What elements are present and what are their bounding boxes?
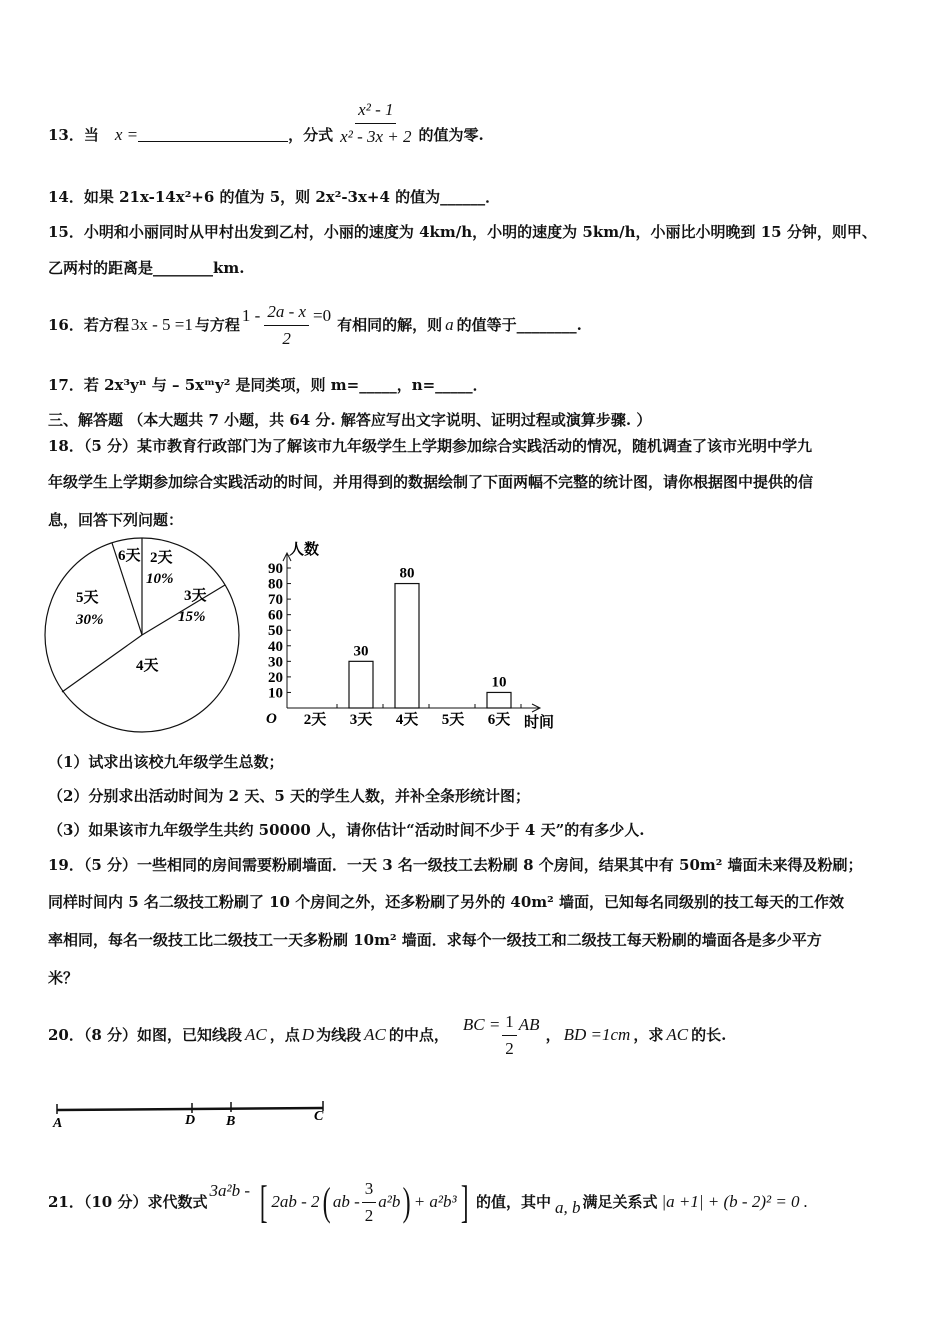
q21-expr5: + a²b³ [413, 1192, 457, 1211]
question-18-sub2: （2）分别求出活动时间为 2 天、5 天的学生人数，并补全条形统计图； [48, 787, 530, 805]
right-paren: ) [403, 1179, 412, 1224]
y-tick-label: 70 [268, 592, 283, 609]
bar [487, 692, 511, 708]
pie-label: 5天 [76, 590, 99, 606]
q21-expr1: 3a²b - [209, 1181, 250, 1200]
q21-mid: 的值，其中 [475, 1193, 551, 1211]
question-18-sub3: （3）如果该市九年级学生共约 50000 人，请你估计“活动时间不少于 4 天”的有多少人. [48, 821, 645, 839]
question-15-line2: 乙两村的距离是________km. [48, 259, 245, 277]
q20-fraction [502, 1012, 517, 1059]
point-label-c: C [314, 1109, 324, 1124]
q20-mid1: ，点 [269, 1026, 300, 1044]
q20-ac3: AC [666, 1025, 689, 1044]
bar-value-label: 30 [353, 643, 369, 660]
q21-cond: |a +1| + (b - 2)² = 0 . [661, 1192, 809, 1211]
q20-denominator: 2 [505, 1038, 514, 1058]
pie-chart [40, 535, 245, 735]
q21-ab: a, b [554, 1198, 581, 1217]
y-tick-label: 80 [268, 576, 283, 593]
section-3-heading: 三、解答题 （本大题共 7 小题，共 64 分. 解答应写出文字说明、证明过程或演算步骤. ） [48, 411, 652, 429]
bar [395, 584, 419, 708]
origin-label: O [266, 711, 277, 727]
q16-suffix: 的值等于________. [456, 316, 582, 334]
pie-label: 15% [178, 609, 206, 625]
q21-expr3: ab - [332, 1192, 360, 1211]
bar-value-label: 80 [399, 565, 415, 582]
x-tick-label: 3天 [349, 712, 373, 728]
q16-var: a [445, 315, 454, 334]
q16-eq0: =0 [313, 306, 332, 325]
question-18-line3: 息，回答下列问题： [48, 511, 184, 529]
bar [349, 661, 373, 708]
question-16 [48, 300, 582, 350]
x-tick-label: 4天 [395, 712, 419, 728]
question-18-line1: 18．（5 分）某市教育行政部门为了解该市九年级学生上学期参加综合实践活动的情况，随机调查了该市光明中学九 [48, 437, 813, 455]
point-label-a: A [53, 1116, 63, 1130]
q13-blank [138, 127, 288, 142]
q16-numerator: 2a - x [264, 302, 309, 326]
right-bracket: ] [460, 1176, 469, 1227]
q13-var: x = [114, 124, 139, 144]
q20-bd: BD =1cm [563, 1025, 631, 1044]
q21-prefix: 21．（10 分）求代数式 [48, 1193, 208, 1211]
q16-one: 1 - [241, 306, 261, 325]
question-21 [48, 1172, 808, 1232]
bar-value-label: 10 [491, 674, 507, 691]
q20-suffix: 的长. [691, 1026, 727, 1044]
pie-label: 6天 [118, 548, 141, 564]
question-18-sub1: （1）试求出该校九年级学生总数； [48, 753, 284, 771]
pie-label: 2天 [150, 550, 173, 566]
y-tick-label: 50 [268, 623, 283, 640]
y-tick-label: 60 [268, 607, 283, 624]
q21-mid2: 满足关系式 [582, 1193, 658, 1211]
q13-denominator: x² - 3x + 2 [340, 127, 412, 146]
pie-divider [62, 635, 142, 692]
q16-mid2: 有相同的解，则 [337, 316, 443, 334]
q20-mid5: ，求 [633, 1026, 664, 1044]
question-14: 14．如果 21x-14x²+6 的值为 5，则 2x²-3x+4 的值为______． [48, 188, 501, 206]
q20-mid2: 为线段 [316, 1026, 362, 1044]
q16-denominator: 2 [282, 328, 291, 348]
y-tick-label: 20 [268, 669, 283, 686]
y-tick-label: 90 [268, 561, 283, 577]
left-paren: ( [322, 1179, 331, 1224]
q20-ac2: AC [364, 1025, 386, 1044]
q21-denominator: 2 [364, 1205, 374, 1225]
q13-numerator: x² - 1 [355, 100, 396, 124]
q21-fraction [362, 1179, 377, 1226]
y-tick-label: 10 [268, 685, 283, 702]
question-19-line2: 同样时间内 5 名二级技工粉刷了 10 个房间之外，还多粉刷了另外的 40m² 墙面，已知每名同级别的技工每天的工作效 [48, 893, 844, 911]
y-tick-label: 40 [268, 638, 283, 655]
q13-fraction [337, 100, 414, 147]
q20-ab: AB [518, 1015, 540, 1034]
q20-bc: BC = [462, 1015, 501, 1034]
q21-expr4: a²b [378, 1192, 401, 1211]
question-17: 17．若 2x³yⁿ 与 – 5xᵐy² 是同类项，则 m=_____，n=_____． [48, 376, 488, 394]
x-tick-label: 6天 [487, 712, 511, 728]
q13-prefix: 13．当 [48, 125, 99, 144]
question-19-line1: 19．（5 分）一些相同的房间需要粉刷墙面．一天 3 名一级技工去粉刷 8 个房间，结果其中有 50m² 墙面未来得及粉刷； [48, 856, 863, 874]
q20-ac: AC [245, 1025, 267, 1044]
q16-prefix: 16．若方程 [48, 316, 129, 334]
question-20 [48, 1008, 726, 1062]
q16-fraction [264, 302, 309, 349]
q21-expr2: 2ab - 2 [271, 1192, 320, 1211]
point-label-b: B [226, 1114, 236, 1129]
question-19-line4: 米？ [48, 969, 79, 987]
question-15-line1: 15．小明和小丽同时从甲村出发到乙村，小丽的速度为 4km/h，小明的速度为 5km/h，小丽比小明晚到 15 分钟，则甲、 [48, 223, 877, 241]
q20-prefix: 20．（8 分）如图，已知线段 [48, 1026, 243, 1044]
segment-line [57, 1108, 323, 1110]
question-18-line2: 年级学生上学期参加综合实践活动的时间，并用得到的数据绘制了下面两幅不完整的统计图，请你根据图中提供的信 [48, 473, 814, 491]
question-13 [48, 100, 484, 147]
pie-label: 10% [146, 571, 174, 587]
q16-eq1: 3x - 5 =1 [130, 315, 193, 334]
pie-label: 3天 [184, 588, 207, 604]
bar-chart [250, 535, 560, 735]
pie-label: 30% [76, 612, 104, 628]
point-label-d: D [185, 1113, 196, 1128]
y-axis-label: 人数 [289, 542, 320, 558]
q20-numerator: 1 [502, 1012, 517, 1036]
q13-suffix: 的值为零. [418, 125, 484, 144]
pie-label: 4天 [136, 658, 159, 674]
left-bracket: [ [259, 1176, 268, 1227]
question-19-line3: 率相同，每名一级技工比二级技工一天多粉刷 10m² 墙面．求每个一级技工和二级技工每天粉刷的墙面各是多少平方 [48, 931, 822, 949]
q21-numerator: 3 [362, 1179, 377, 1203]
q16-mid: 与方程 [194, 316, 240, 334]
x-axis-label: 时间 [524, 715, 555, 731]
q20-mid4: ， [545, 1026, 561, 1044]
q20-d: D [301, 1025, 315, 1044]
q13-mid: ，分式 [288, 125, 334, 144]
y-tick-label: 30 [268, 654, 283, 671]
x-tick-label: 5天 [441, 712, 465, 728]
x-tick-label: 2天 [303, 712, 327, 728]
q20-mid3: 的中点， [388, 1026, 449, 1044]
segment-figure [45, 1096, 345, 1130]
